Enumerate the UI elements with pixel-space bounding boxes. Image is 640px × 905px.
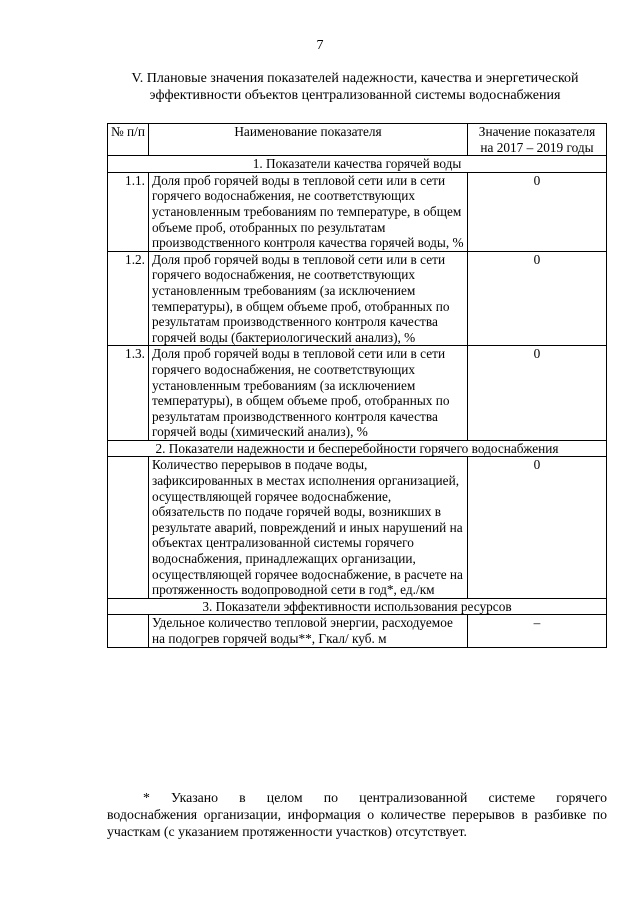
- table-header-row: [108, 124, 607, 156]
- page-number: 7: [316, 38, 324, 53]
- table-row: [108, 615, 607, 647]
- row-value: 0: [468, 457, 607, 598]
- footnote-first-line: * Указано в целом по централизованной системе горячего: [143, 790, 607, 805]
- section-title-1: 1. Показатели качества горячей воды: [108, 156, 607, 173]
- table-row: [108, 251, 607, 346]
- row-value: 0: [468, 251, 607, 346]
- section-title-2: 2. Показатели надежности и бесперебойности горячего водоснабжения: [108, 440, 607, 457]
- header-name: Наименование показателя: [149, 124, 468, 156]
- header-value: Значение показателя на 2017 – 2019 годы: [468, 124, 607, 156]
- row-name: Количество перерывов в подаче воды, зафиксированных в местах исполнения организацией, осуществляющей горячее водоснабжение, обязательств по подаче горячей воды, возникших в результате аварий, повреждений и иных нарушений на объектах централизованной системы горячего водоснабжения, принадлежащих организации, осуществляющей горячее водоснабжение, в расчете на протяженность водопроводной сети в год*, ед./км: [149, 457, 468, 598]
- row-name: Доля проб горячей воды в тепловой сети или в сети горячего водоснабжения, не соответствующих установленным требованиям по температуре, в общем объеме проб, отобранных по результатам производственного контроля качества горячей воды, %: [149, 172, 468, 251]
- title-line-1: V. Плановые значения показателей надежности, качества и энергетической: [131, 71, 579, 86]
- section-title-3: 3. Показатели эффективности использования ресурсов: [108, 598, 607, 615]
- row-num: 1.2.: [108, 251, 149, 346]
- row-name: Удельное количество тепловой энергии, расходуемое на подогрев горячей воды**, Гкал/ куб. м: [149, 615, 468, 647]
- table-row: [108, 346, 607, 441]
- table-row: [108, 457, 607, 598]
- header-num: № п/п: [108, 124, 149, 156]
- title-line-2: эффективности объектов централизованной системы водоснабжения: [149, 88, 561, 103]
- footnote: [107, 789, 607, 840]
- row-name: Доля проб горячей воды в тепловой сети или в сети горячего водоснабжения, не соответствующих установленным требованиям (за исключением температуры), в общем объеме проб, отобранных по результатам производственного контроля качества горячей воды (бактериологический анализ), %: [149, 251, 468, 346]
- row-num: [108, 615, 149, 647]
- section-row: [108, 440, 607, 457]
- section-row: [108, 156, 607, 173]
- document-title: [95, 70, 615, 104]
- row-value: 0: [468, 346, 607, 441]
- row-value: 0: [468, 172, 607, 251]
- row-num: 1.1.: [108, 172, 149, 251]
- row-name: Доля проб горячей воды в тепловой сети или в сети горячего водоснабжения, не соответствующих установленным требованиям (за исключением температуры), в общем объеме проб, отобранных по результатам производственного контроля качества горячей воды (химический анализ), %: [149, 346, 468, 441]
- table-row: [108, 172, 607, 251]
- indicators-table: [107, 123, 607, 648]
- section-row: [108, 598, 607, 615]
- row-value: –: [468, 615, 607, 647]
- row-num: [108, 457, 149, 598]
- row-num: 1.3.: [108, 346, 149, 441]
- footnote-rest: водоснабжения организации, информация о количестве перерывов в разбивке по участкам (с указанием протяженности участков) отсутствует.: [107, 807, 607, 839]
